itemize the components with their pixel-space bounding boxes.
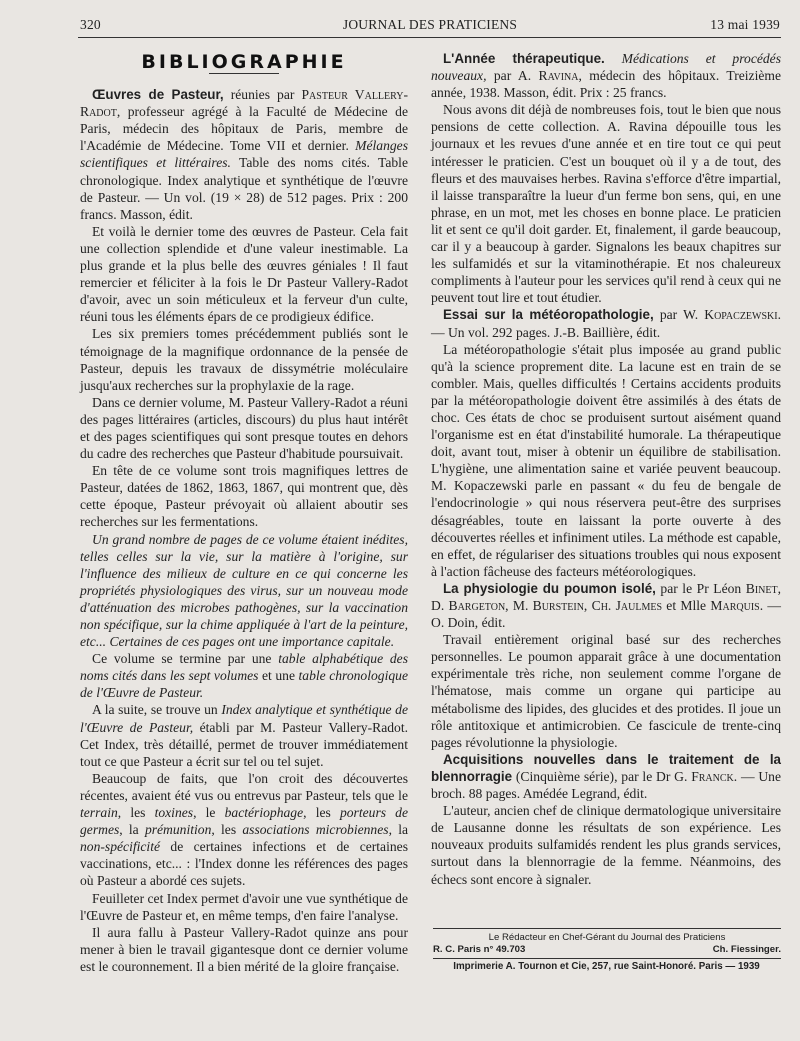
paragraph: Travail entièrement original basé sur des recherches personnelles. Le poumon apparait grâce à une documentation expérimentale très riche, non seulement comme l'organe de l'hématose, mais comme un organe qui participe au métabolisme des lipides, des glucides et des protides. Il joue un rôle antitoxique et antimicrobien. Ce fascicule de trente-cinq pages révolutionne la physiologie. xyxy=(431,632,781,750)
paragraph: Il aura fallu à Pasteur Vallery-Radot quinze ans pour mener à bien le travail gigantesque dont ce dernier volume est le couronnement. Il a bien mérité de la gloire française. xyxy=(80,924,408,974)
paragraph: Feuilleter cet Index permet d'avoir une vue synthétique de l'Œuvre de Pasteur et, en même temps, d'en faire l'analyse. xyxy=(80,890,408,923)
registration-number: R. C. Paris n° 49.703 xyxy=(433,944,526,955)
entry-meteoropathologie: Essai sur la météoropathologie, par W. Kopaczewski. — Un vol. 292 pages. J.-B. Baillière, édit. xyxy=(431,307,781,340)
paragraph-italic: Un grand nombre de pages de ce volume étaient inédites, telles celles sur la vie, sur la matière à l'origine, sur l'influence des milieux de culture en ce qui concerne les propriétés physiologiques des virus, sur un nouveau mode d'atténuation des microbes pathogènes, sur la vaccination non spécifique, sur la chime appliquée à l'art de la peinture, etc... Certaines de ces pages ont une importance capitale. xyxy=(80,531,408,650)
entry-title: Essai sur la météoropathologie, xyxy=(443,307,654,323)
paragraph: Dans ce dernier volume, M. Pasteur Vallery-Radot a réuni des pages littéraires (articles, discours) du plus haut intérêt et des pages scientifiques qui sont presque toutes en dehors du cadre des recherches que Pasteur d'habitude poursuivait. xyxy=(80,394,408,462)
entry-author: Marquis xyxy=(710,598,760,613)
entry-physiologie-poumon: La physiologie du poumon isolé, par le Pr Léon Binet, D. Bargeton, M. Burstein, Ch. Jaulmes et Mlle Marquis. — O. Doin, édit. xyxy=(431,580,782,631)
paragraph: La météoropathologie s'était plus imposée au grand public qu'à la science proprement dite. La lacune est en train de se combler. Mais, quelles difficultés ! Certains accidents produits par la météoropathologie doivent être assimilés à des états de choc. Ces états de choc se produisent surtout aisément quand l'organisme est en état d'instabilité humorale. La thérapeutique doit, avant tout, miser à obtenir un équilibre de stabilisation. L'hygiène, une alimentation saine et variée peuvent beaucoup. M. Kopaczewski parle en passant « du feu de bengale de l'endocrinologie » qui nous réservera peut-être des surprises désagréables, toute en laissant la porte ouverte à des découvertes réelles et infiniment utiles. La méthode est capable, en effet, de régulariser des situations troubles qui nous exposent à l'action fâcheuse des facteurs météorologiques. xyxy=(431,341,781,579)
editor-name: Ch. Fiessinger. xyxy=(712,944,781,955)
entry-title: La physiologie du poumon isolé, xyxy=(443,580,656,596)
footer-rule xyxy=(433,928,781,929)
paragraph: Nous avons dit déjà de nombreuses fois, tout le bien que nous pensions de cette collection. A. Ravina dépouille tous les journaux et les revues d'une année et en tire tout ce qui peut intéresser le praticien. C'est un bouquet où il y a de tout, des fleurs et des mauvaises herbes. Ravina s'efforce d'être impartial, il laisse transparaître la lueur d'un ferme bon sens, qui, en une phrase, en un mot, met les choses en bonne place. Le praticien lit et sent ce qu'il doit garder. Et, finalement, il garde beaucoup, car il y a beaucoup à garder. Signalons les beaux chapitres sur les sulfamidés et sur la vitaminothérapie. Et nos chaleureux compliments à l'auteur pour les services qu'il rend à ceux qui ne peuvent tout lire et tout étudier. xyxy=(431,102,781,306)
entry-author: Ravina xyxy=(538,68,579,84)
issue-date: 13 mai 1939 xyxy=(710,17,780,32)
entry-authors: Binet, D. Bargeton, M. Burstein, Ch. Jaulmes xyxy=(431,580,781,613)
paragraph: En tête de ce volume sont trois magnifiques lettres de Pasteur, datées de 1862, 1863, 1867, qui montrent que, dès cette époque, Pasteur prévoyait où allaient aboutir ses recherches sur les fermentations. xyxy=(80,463,408,530)
entry-author: Pasteur Vallery-Radot xyxy=(80,87,409,120)
entry-author: Franck xyxy=(691,768,734,784)
left-column xyxy=(80,50,408,975)
printer-imprint: Imprimerie A. Tournon et Cie, 257, rue Saint-Honoré. Paris — 1939 xyxy=(453,961,760,972)
entry-blennorragie: Acquisitions nouvelles dans le traitement de la blennorragie (Cinquième série), par le Dr G. Franck. — Une broch. 88 pages. Amédée Legrand, édit. xyxy=(431,751,782,802)
paragraph: Ce volume se termine par une table alphabétique des noms cités dans les sept volumes et une table chronologique de l'Œuvre de Pasteur. xyxy=(80,651,409,701)
entry-title: Acquisitions nouvelles dans le traitement de la blennorragie xyxy=(431,751,781,784)
imprint-rule xyxy=(433,958,781,959)
entry-title: L'Année thérapeutique. xyxy=(443,51,605,66)
section-title: BIBLIOGRAPHIE xyxy=(141,51,347,73)
paragraph: L'auteur, ancien chef de clinique dermatologique universitaire de Lausanne donne les résultats de son expérience. Les nouveaux produits sulfamidés rendent les plus grands services, surtout dans la blennorragie de la femme. Néanmoins, des échecs sont encore à signaler. xyxy=(431,803,781,887)
entry-title: Œuvres de Pasteur, xyxy=(92,87,224,103)
section-title-rule xyxy=(209,73,279,74)
paragraph: A la suite, se trouve un Index analytique et synthétique de l'Œuvre de Pasteur, établi par M. Pasteur Vallery-Radot. Cet Index, très détaillé, permet de trouver immédiatement tout ce que Pasteur a écrit sur tel ou tel sujet. xyxy=(80,702,408,769)
page-header xyxy=(80,15,780,37)
editor-credit xyxy=(433,932,781,956)
journal-title: JOURNAL DES PRATICIENS xyxy=(342,17,518,32)
right-column xyxy=(431,50,781,888)
entry-author: Kopaczewski xyxy=(704,307,778,323)
editor-line: Le Rédacteur en Chef-Gérant du Journal des Praticiens xyxy=(488,932,726,943)
entry-pasteur-citation: Œuvres de Pasteur, réunies par Pasteur Vallery-Radot, professeur agrégé à la Faculté de Médecine de Paris, médecin des hôpitaux de Paris, membre de l'Académie de Médecine. Tome VII et dernier. Mélanges scientifiques et littéraires. Table des noms cités. Table chronologique. Index analytique et synthétique de l'œuvre de Pasteur. — Un vol. (19 × 28) de 512 pages. Prix : 200 francs. Masson, édit. xyxy=(80,87,409,222)
paragraph: Beaucoup de faits, que l'on croit des découvertes récentes, avaient été vus ou entrevus par Pasteur, tels que le terrain, les toxines, le bactériophage, les porteurs de germes, la prémunition, les associations microbiennes, la non-spécificité de certaines infections et de certaines vaccinations, etc... : l'Index donne les références des pages où Pasteur a abordé ces sujets. xyxy=(80,770,409,889)
entry-annee-therapeutique: L'Année thérapeutique. Médications et procédés nouveaux, par A. Ravina, médecin des hôpitaux. Treizième année, 1938. Masson, édit. Prix : 25 francs. xyxy=(431,51,782,101)
paragraph: Les six premiers tomes précédemment publiés sont le témoignage de la magnifique ordonnance de la pensée de Pasteur, depuis les travaux de dissymétrie moléculaire jusqu'aux recherches sur la prophylaxie de la rage. xyxy=(80,326,408,393)
page-number: 320 xyxy=(80,17,101,32)
paragraph: Et voilà le dernier tome des œuvres de Pasteur. Cela fait une collection splendide et d'une valeur inestimable. La plus grande et la plus belle des œuvres géniales ! Il faut remercier et féliciter à la fois le Dr Pasteur Vallery-Radot d'avoir, avec un soin méticuleux et la ferveur d'un culte, réuni tous les éléments épars de ce prodigieux édifice. xyxy=(80,223,408,325)
header-rule xyxy=(78,37,781,38)
